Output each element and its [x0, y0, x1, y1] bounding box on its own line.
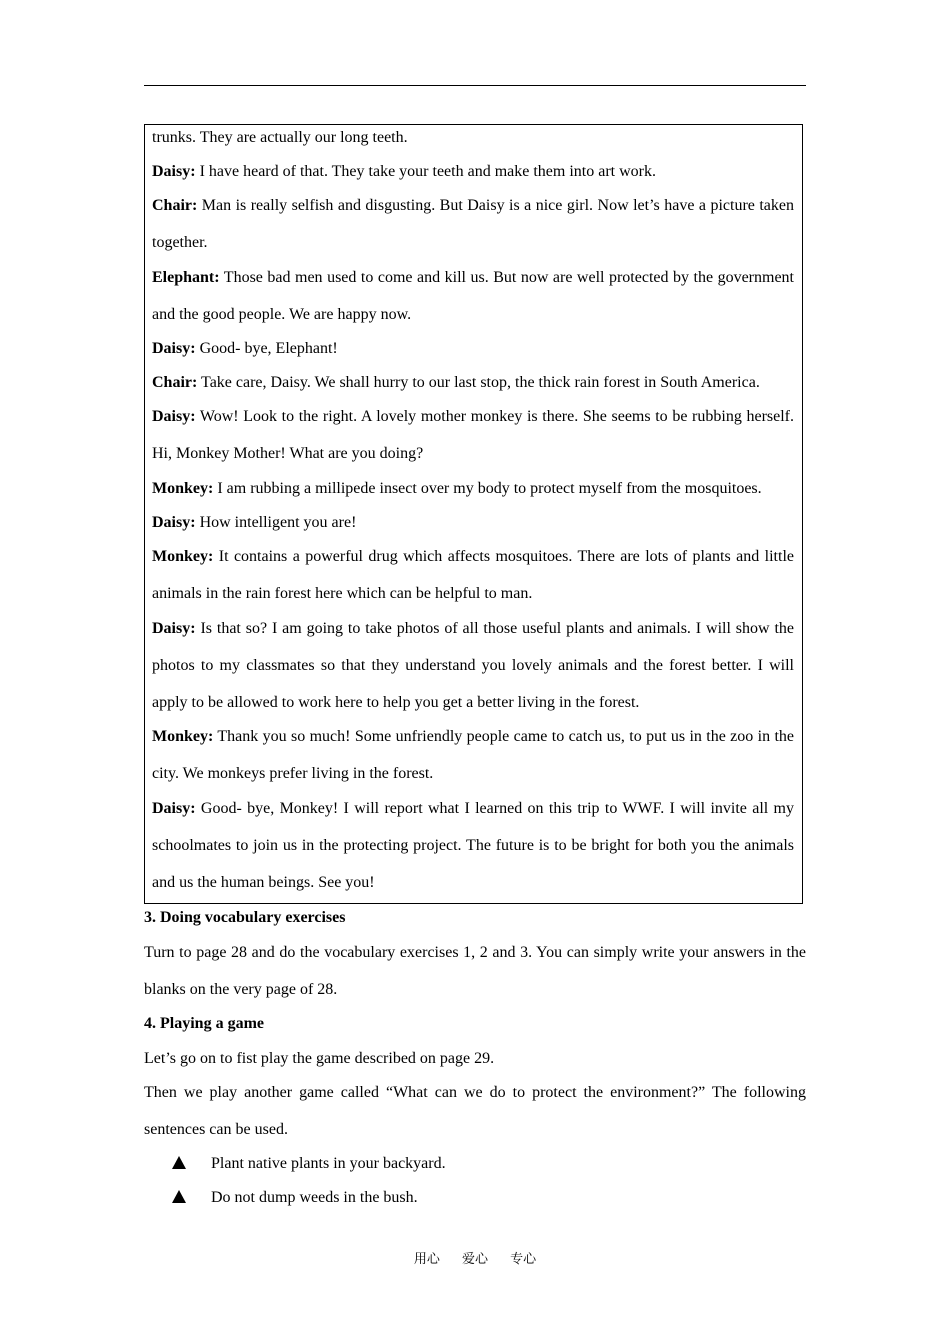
- dialogue-text: Wow! Look to the right. A lovely mother monkey is there. She seems to be rubbing herself. Hi, Monkey Mother! What are you doing?: [152, 408, 794, 462]
- dialogue-text: I have heard of that. They take your teeth and make them into art work.: [195, 163, 656, 180]
- footer-item: 爱心: [461, 1252, 488, 1267]
- dialogue-line: [152, 364, 794, 401]
- section-heading: 4. Playing a game: [144, 1015, 264, 1032]
- speaker-label: Chair:: [152, 374, 198, 391]
- dialogue-text: It contains a powerful drug which affects mosquitoes. There are lots of plants and little animals in the rain forest here which can be helpful to man.: [152, 548, 794, 602]
- dialogue-line: [152, 718, 794, 792]
- speaker-label: Daisy:: [152, 514, 196, 531]
- dialogue-line: [152, 504, 794, 541]
- dialogue-text: Those bad men used to come and kill us. But now are well protected by the government and the good people. We are happy now.: [152, 269, 794, 323]
- speaker-label: Monkey:: [152, 728, 214, 745]
- dialogue-text: Take care, Daisy. We shall hurry to our last stop, the thick rain forest in South America.: [197, 374, 760, 391]
- triangle-bullet-icon: [172, 1156, 186, 1169]
- section-text: Turn to page 28 and do the vocabulary exercises 1, 2 and 3. You can simply write your answers in the blanks on the very page of 28.: [144, 944, 806, 998]
- speaker-label: Chair:: [152, 197, 198, 214]
- footer-item: 用心: [413, 1252, 440, 1267]
- dialogue-line: [152, 538, 794, 612]
- speaker-label: Daisy:: [152, 340, 196, 357]
- dialogue-line: [152, 610, 794, 721]
- speaker-label: Daisy:: [152, 800, 196, 817]
- list-item: [172, 1155, 446, 1173]
- dialogue-text: Thank you so much! Some unfriendly people came to catch us, to put us in the zoo in the city. We monkeys prefer living in the forest.: [152, 728, 794, 782]
- dialogue-text: Good- bye, Elephant!: [195, 340, 338, 357]
- dialogue-line: [152, 398, 794, 472]
- speaker-label: Daisy:: [152, 620, 196, 637]
- dialogue-line: [152, 119, 794, 156]
- header-rule: [144, 85, 806, 86]
- dialogue-text: Man is really selfish and disgusting. But Daisy is a nice girl. Now let’s have a picture taken together.: [152, 197, 794, 251]
- speaker-label: Monkey:: [152, 480, 214, 497]
- list-item-text: Do not dump weeds in the bush.: [211, 1189, 418, 1206]
- dialogue-line: [152, 790, 794, 901]
- section-heading: 3. Doing vocabulary exercises: [144, 909, 346, 926]
- list-item: [172, 1189, 418, 1207]
- dialogue-line: [152, 187, 794, 261]
- speaker-label: Elephant:: [152, 269, 220, 286]
- page-footer: [0, 1248, 950, 1267]
- dialogue-text: How intelligent you are!: [195, 514, 357, 531]
- dialogue-text: Good- bye, Monkey! I will report what I learned on this trip to WWF. I will invite all my schoolmates to join us in the protecting project. The future is to be bright for both you the animals and us the human beings. See you!: [152, 800, 794, 891]
- speaker-label: Monkey:: [152, 548, 214, 565]
- dialogue-text: Is that so? I am going to take photos of all those useful plants and animals. I will show the photos to my classmates so that they understand you lovely animals and the forest better. I will apply to be allowed to work here to help you get a better living in the forest.: [152, 620, 794, 711]
- speaker-label: Daisy:: [152, 408, 196, 425]
- dialogue-line: [152, 330, 794, 367]
- dialogue-line: [152, 259, 794, 333]
- list-item-text: Plant native plants in your backyard.: [211, 1155, 446, 1172]
- dialogue-line: [152, 153, 794, 190]
- section-text: Let’s go on to fist play the game described on page 29.: [144, 1050, 495, 1067]
- triangle-bullet-icon: [172, 1190, 186, 1203]
- dialogue-text: trunks. They are actually our long teeth.: [152, 129, 408, 146]
- footer-item: 专心: [510, 1252, 537, 1267]
- dialogue-line: [152, 470, 794, 507]
- section-text: Then we play another game called “What can we do to protect the environment?” The following sentences can be used.: [144, 1084, 806, 1138]
- dialogue-text: I am rubbing a millipede insect over my body to protect myself from the mosquitoes.: [213, 480, 762, 497]
- speaker-label: Daisy:: [152, 163, 196, 180]
